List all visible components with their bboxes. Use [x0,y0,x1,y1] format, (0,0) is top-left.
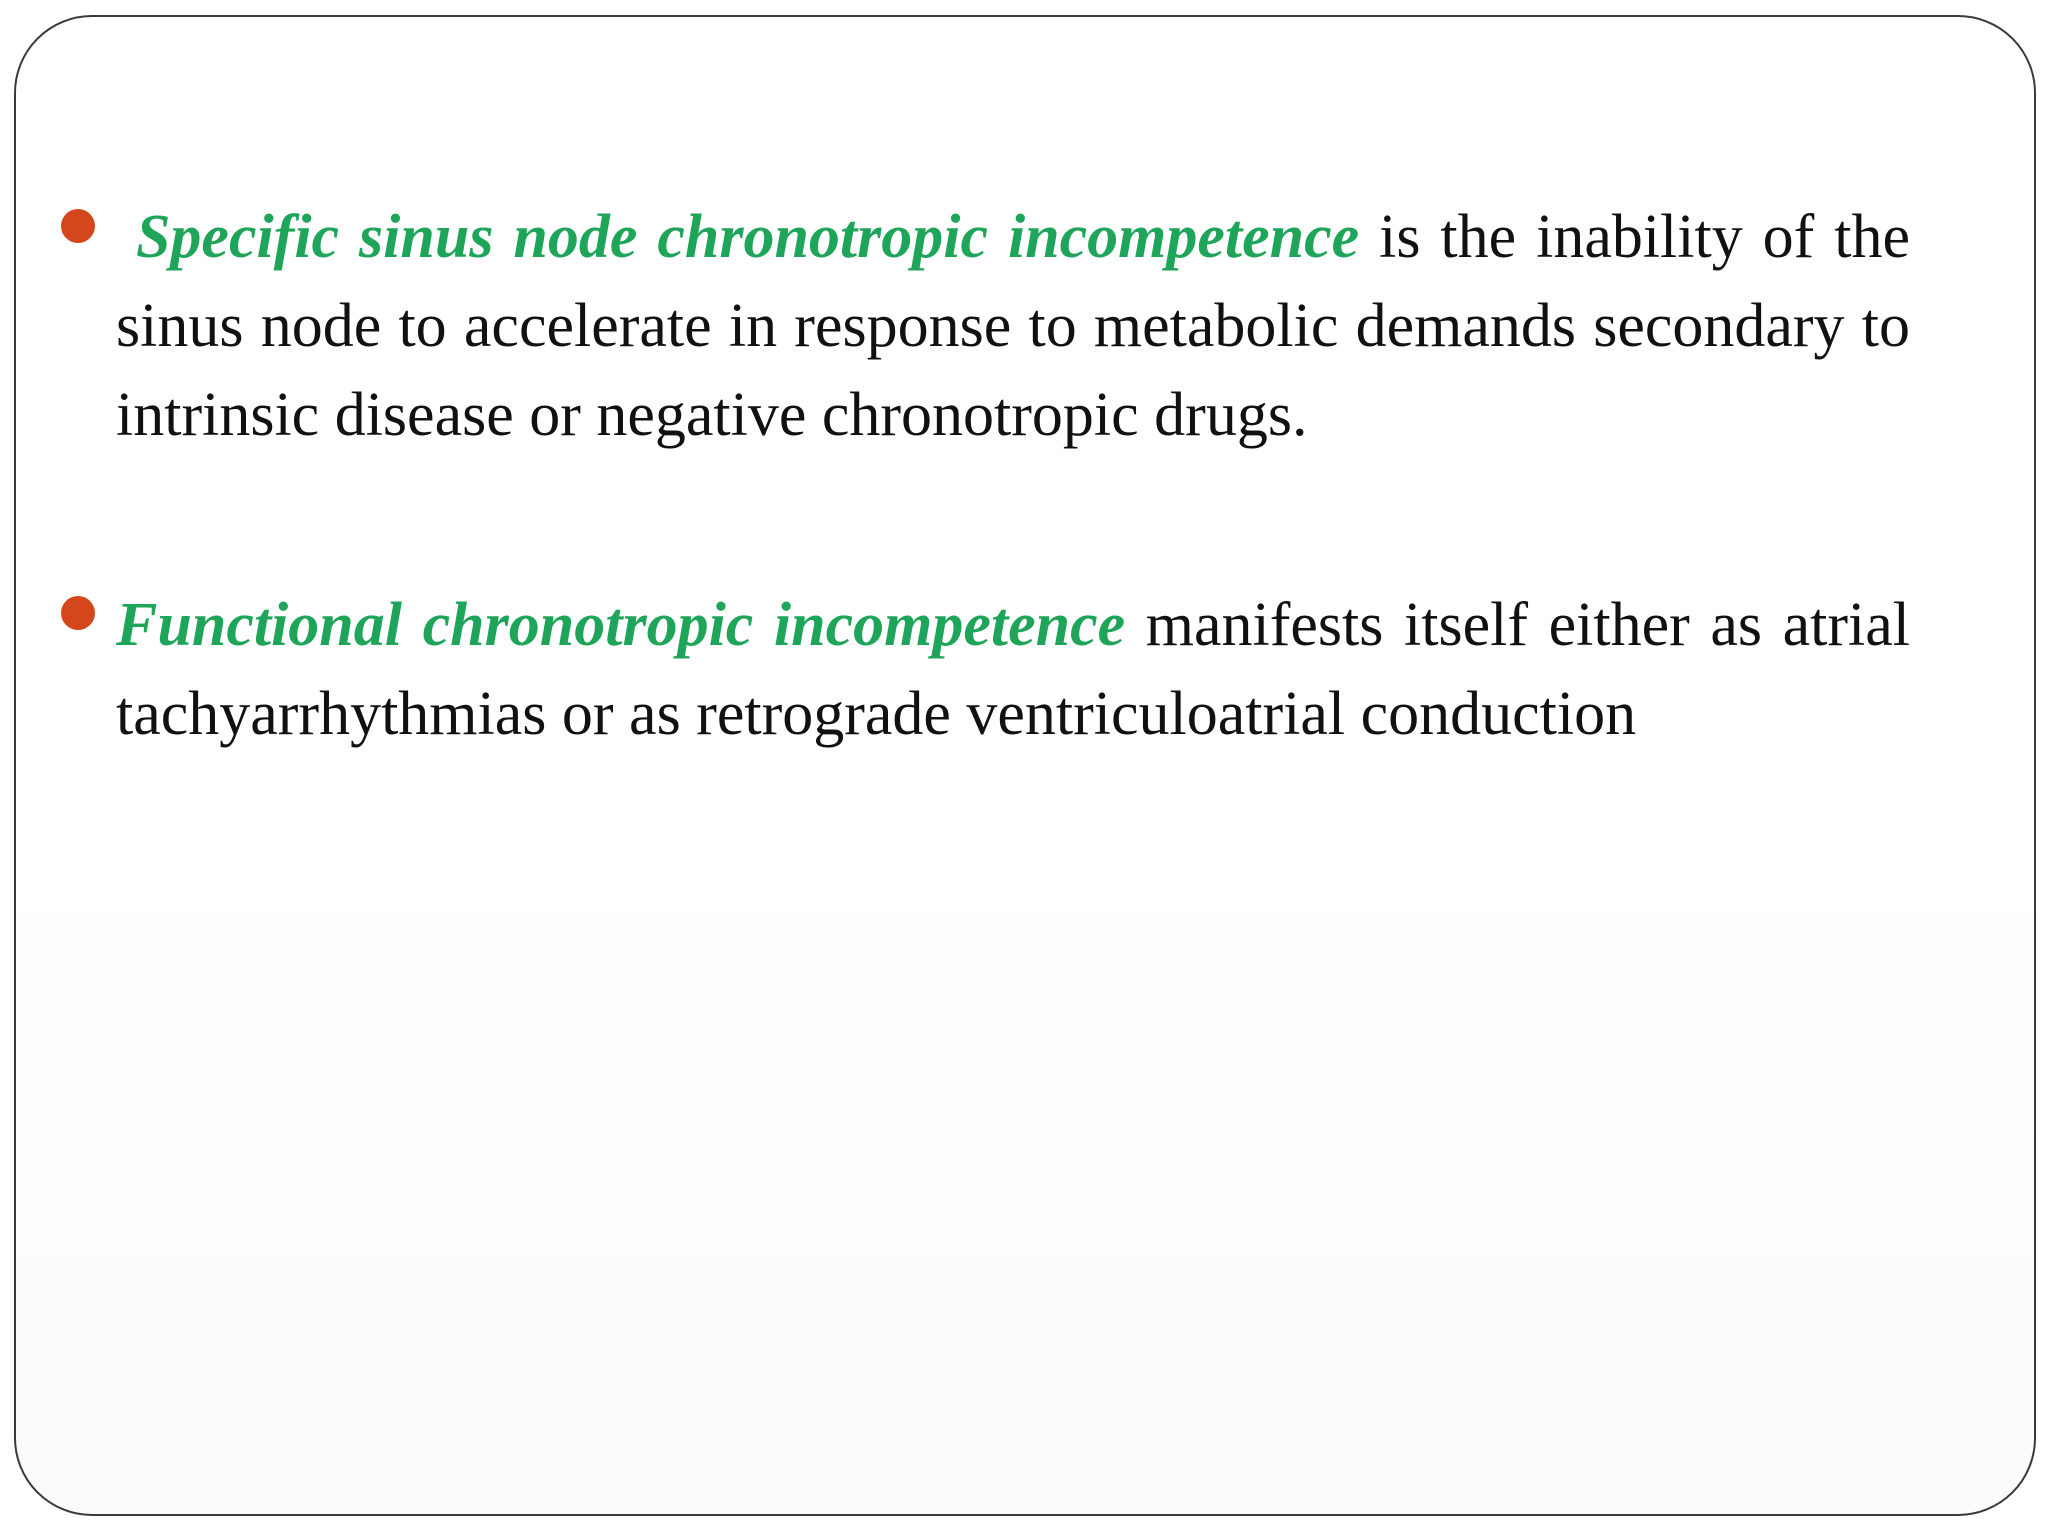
bullet-item-functional [116,581,1910,759]
bullet-dot-icon [61,209,95,243]
bullet-term: Functional chronotropic incompetence [116,591,1126,659]
bullet-dot-icon [61,596,95,630]
bullet-term: Specific sinus node chronotropic incompetence [135,203,1360,271]
bullet-text: is the inability of the sinus node to accelerate in response to metabolic demands secondary to intrinsic disease or negative chronotropic drugs. [116,203,1910,449]
bullet-item-specific [116,193,1910,460]
bullet-text: manifests itself either as atrial tachyarrhythmias or as retrograde ventriculoatrial conduction [116,591,1910,748]
